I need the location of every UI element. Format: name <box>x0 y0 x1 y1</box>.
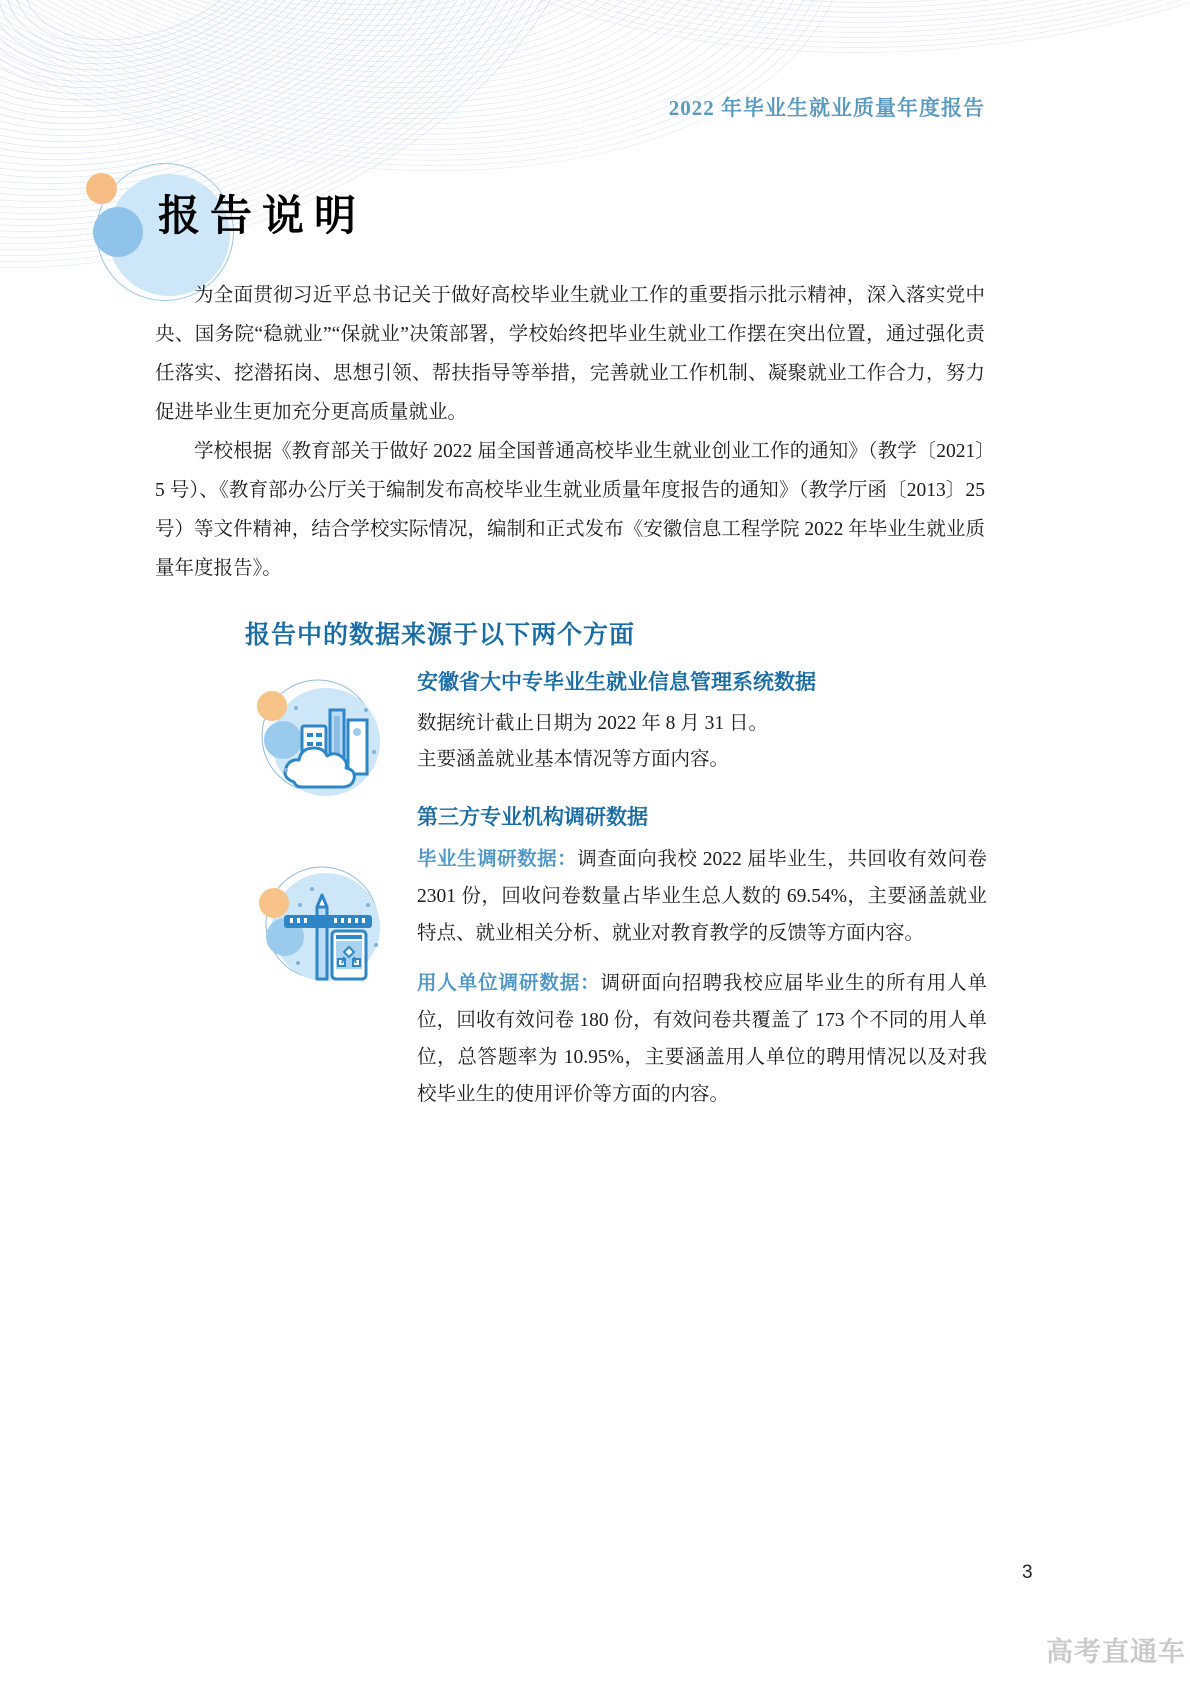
source-2-title: 第三方专业机构调研数据 <box>417 805 648 829</box>
survey-tools-icon <box>256 859 388 1113</box>
intro-section <box>155 276 985 588</box>
page-number: 3 <box>1022 1562 1033 1583</box>
employer-survey-label: 用人单位调研数据： <box>417 973 601 994</box>
source-1-text <box>417 658 987 811</box>
watermark: 高考直通车 <box>1046 1637 1186 1667</box>
graduate-survey-label: 毕业生调研数据： <box>417 849 578 870</box>
page-header-title: 2022 年毕业生就业质量年度报告 <box>668 96 985 120</box>
employer-survey-paragraph <box>417 965 987 1113</box>
employer-survey-text: 调研面向招聘我校应届毕业生的所有用人单位，回收有效问卷 180 份，有效问卷共覆盖了 173 个不同的用人单位，总答题率为 10.95%，主要涵盖用人单位的聘用情况以及对我校毕业生的使用评价等方面的内容。 <box>417 973 987 1105</box>
title-decoration-blue-circle <box>93 207 143 257</box>
intro-paragraph-2: 学校根据《教育部关于做好 2022 届全国普通高校毕业生就业创业工作的通知》（教学〔2021〕5 号）、《教育部办公厅关于编制发布高校毕业生就业质量年度报告的通知》（教学厅函〔2013〕25 号）等文件精神，结合学校实际情况，编制和正式发布《安徽信息工程学院 2022 年毕业生就业质量年度报告》。 <box>155 441 985 579</box>
data-sources-heading: 报告中的数据来源于以下两个方面 <box>245 622 636 649</box>
city-cloud-icon <box>256 674 388 811</box>
source-1-title: 安徽省大中专毕业生就业信息管理系统数据 <box>417 670 816 694</box>
source-1-line-2: 主要涵盖就业基本情况等方面内容。 <box>417 749 730 770</box>
source-1-line-1: 数据统计截止日期为 2022 年 8 月 31 日。 <box>417 713 769 734</box>
source-block-third-party <box>256 793 988 1113</box>
graduate-survey-paragraph <box>417 841 987 952</box>
intro-paragraph-1: 为全面贯彻习近平总书记关于做好高校毕业生就业工作的重要指示批示精神，深入落实党中央、国务院“稳就业”“保就业”决策部署，学校始终把毕业生就业工作摆在突出位置，通过强化责任落实、挖潜拓岗、思想引领、帮扶指导等举措，完善就业工作机制、凝聚就业工作合力，努力促进毕业生更加充分更高质量就业。 <box>155 285 985 423</box>
source-2-text <box>417 793 987 1113</box>
source-block-system-data <box>256 658 988 811</box>
page-title: 报告说明 <box>158 194 367 240</box>
title-decoration-orange-circle <box>86 173 117 204</box>
graduate-survey-text: 调查面向我校 2022 届毕业生，共回收有效问卷 2301 份，回收问卷数量占毕业生总人数的 69.54%，主要涵盖就业特点、就业相关分析、就业对教育教学的反馈等方面内容。 <box>417 849 987 944</box>
